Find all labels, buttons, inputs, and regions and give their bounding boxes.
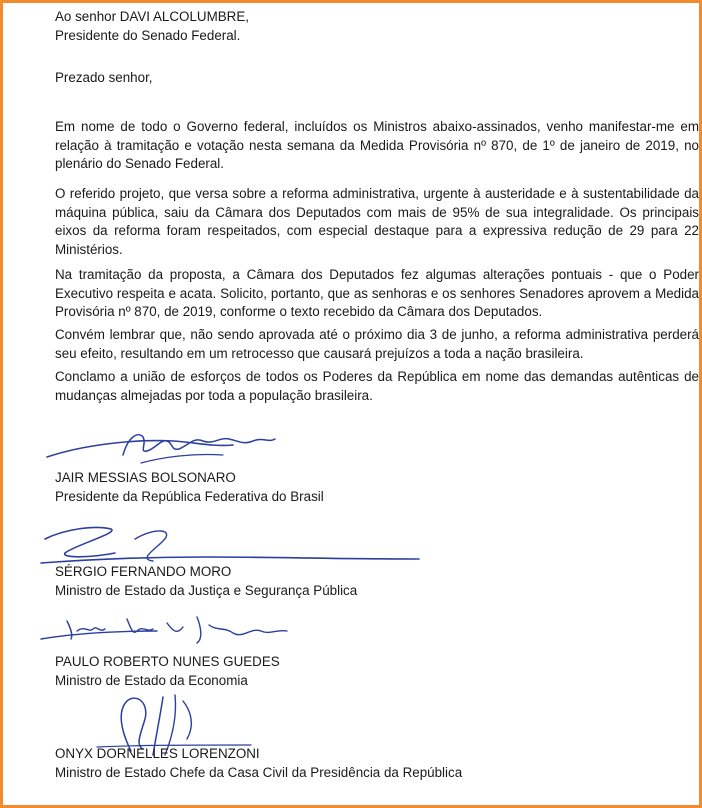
signatory-title: Ministro de Estado da Justiça e Segurança Pública	[55, 582, 358, 598]
signatory-4	[55, 745, 462, 782]
signatory-1	[55, 469, 324, 506]
signatory-name: JAIR MESSIAS BOLSONARO	[55, 470, 236, 485]
recipient-name: Ao senhor DAVI ALCOLUMBRE,	[55, 9, 249, 24]
signatory-name: ONYX DORNELLES LORENZONI	[55, 746, 260, 761]
paragraph-1: Em nome de todo o Governo federal, incluídos os Ministros abaixo-assinados, venho manifestar-me em relação à tramitação e votação nesta semana da Medida Provisória nº 870, de 1º de janeiro de 2019, no plenário do Senado Federal.	[55, 119, 699, 172]
paragraph-3: Na tramitação da proposta, a Câmara dos Deputados fez algumas alterações pontuais - que o Poder Executivo respeita e acata. Solicito, portanto, que as senhoras e os senhores Senadores aprovem a Medida Provisória nº 870, de 2019, conforme o texto recebido da Câmara dos Deputados.	[55, 267, 699, 320]
paragraph-2: O referido projeto, que versa sobre a reforma administrativa, urgente à austeridade e à sustentabilidade da máquina pública, saiu da Câmara dos Deputados com mais de 95% de sua integralidade. Os principais eixos da reforma foram respeitados, com especial destaque para a expressiva redução de 29 para 22 Ministérios.	[55, 186, 699, 257]
signatory-title: Presidente da República Federativa do Brasil	[55, 488, 324, 504]
signatory-name: PAULO ROBERTO NUNES GUEDES	[55, 654, 280, 669]
paragraph-4: Convém lembrar que, não sendo aprovada até o próximo dia 3 de junho, a reforma administrativa perderá seu efeito, resultando em um retrocesso que causará prejuízos a toda a nação brasileira.	[55, 327, 699, 361]
signatory-3	[55, 653, 280, 690]
signature-bolsonaro	[43, 427, 293, 471]
signatory-2	[55, 563, 357, 600]
signatory-title: Ministro de Estado da Economia	[55, 672, 248, 688]
signatory-name: SÉRGIO FERNANDO MORO	[55, 564, 232, 579]
recipient-title: Presidente do Senado Federal.	[55, 27, 241, 43]
paragraph-5: Conclamo a união de esforços de todos os Poderes da República em nome das demandas autênticas de mudanças almejadas por toda a população brasileira.	[55, 369, 699, 403]
recipient-block	[55, 8, 249, 45]
signatory-title: Ministro de Estado Chefe da Casa Civil da Presidência da República	[55, 764, 463, 780]
signature-guedes	[37, 609, 337, 649]
salutation: Prezado senhor,	[55, 70, 153, 85]
